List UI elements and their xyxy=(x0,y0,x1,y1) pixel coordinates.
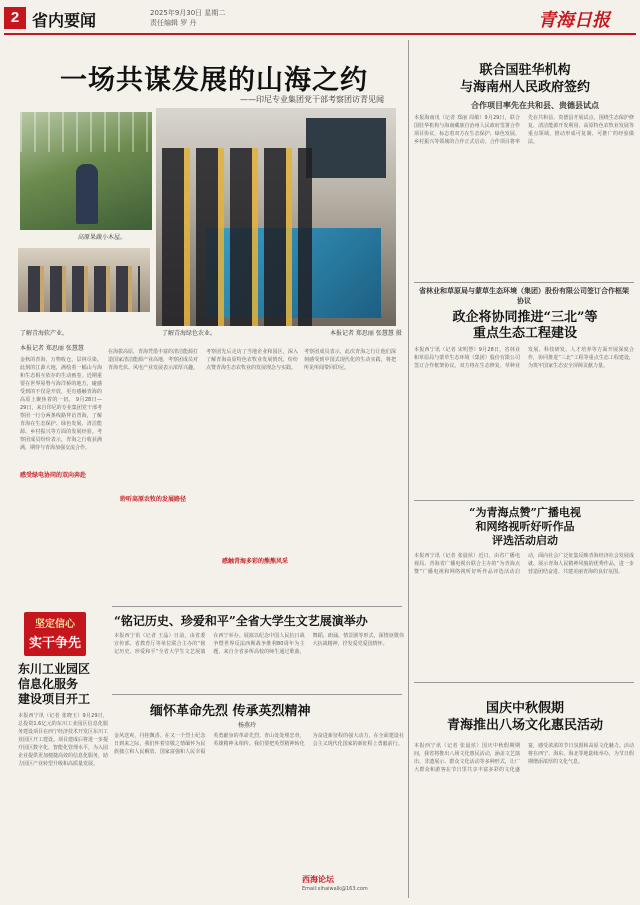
right-top-title-line-2: 与海南州人民政府签约 xyxy=(459,80,590,95)
right-low-title-line-2: 和网络视听好听作品 xyxy=(475,520,575,533)
divider-right-1 xyxy=(414,282,634,283)
masthead-logo: 青海日报 xyxy=(538,10,610,31)
right-low-body: 本报西宁讯（记者 张晨炫）近日，由省广播电视局、青海省广播电视台联合主办的“为青海点赞”广播电视和网络视听好听作品评选活动启动，面向社会广泛征集反映青海经济社会发展成就、展示青海人民精神风貌的优秀作品，进一步营造团结奋进、共建美丽青海的良好氛围。 xyxy=(414,553,634,575)
lead-photo-main xyxy=(156,108,396,326)
lead-subtitle: ——印尼专业集团党干部考察团访青见闻 xyxy=(240,95,384,104)
header-rule xyxy=(4,33,636,35)
display-wall xyxy=(306,118,386,178)
photo-caption-1: 高原果蔬小木屋。 xyxy=(78,234,127,241)
left-article-body: 本报西宁讯（记者 张晓玉）9月29日，总投资1.6亿元的东川工业园区信息化服务建设项目在西宁经济技术开发区东川工业园区开工建设。项目建成后将进一步提升园区数字化、智能化管理水平，为入园企业提供更加便捷高效的信息化服务，助力园区产业转型升级和高质量发展。 xyxy=(18,713,108,767)
lead-body-col-4 xyxy=(304,348,396,598)
section-title: 省内要闻 xyxy=(32,11,97,30)
column-author: 杨燕玲 xyxy=(238,722,257,729)
mid-article-title: “铭记历史、珍爱和平”全省大学生文艺展演举办 xyxy=(114,614,368,628)
lead-paragraph-5: 考察团成员表示，此次青海之行让他们深刻感受到中国式现代化的生动实践，将把所见所闻带回印尼。 xyxy=(304,349,396,371)
greenhouse-frame xyxy=(20,112,152,152)
lead-paragraph-2: 9月28日—29日，来自印尼的专业集团党干部考察团一行分两条线路拜访青海，了解青海在生态保护、绿色发展、清洁能源、乡村振兴等方面的发展经验。考察团成员纷纷表示，青海之行收获满满，期待与青海加强交流合作。 xyxy=(20,397,102,451)
banner-top-text: 坚定信心 xyxy=(35,619,75,630)
left-title-line-2: 信息化服务 xyxy=(18,677,79,691)
right-top-body: 本报海南讯（记者 郑丽 周敏）9月29日，联合国驻华机构与海南藏族自治州人民政府签署合作项目协议，标志着双方在生态保护、绿色发展、乡村振兴等领域的合作正式启动。合作项目将率先在共和县、贵德县开展试点，围绕生态保护修复、清洁能源开发利用、高原特色农牧业发展等重点领域，推动形成可复制、可推广的经验做法。 xyxy=(414,115,634,145)
mid-article-body: 本报西宁讯（记者 王晶）日前，由省委宣传部、省教育厅等单位联合主办的“铭记历史、珍爱和平”全省大学生文艺展演在西宁举办。展演以纪念中国人民抗日战争暨世界反法西斯战争胜利80周年为主题，来自全省多所高校的师生通过歌曲、舞蹈、朗诵、情景剧等形式，深情讴歌伟大抗战精神，抒发爱党爱国情怀。 xyxy=(114,633,404,655)
lead-subhead-2: 聆听高原农牧的发展路径 xyxy=(120,496,187,503)
column-logo: 西海论坛 xyxy=(302,874,334,884)
divider-column xyxy=(112,694,402,695)
right-bottom-body: 本报西宁讯（记者 张晨炫）国庆中秋假期期间，我省将推出八场文化惠民活动，涵盖文艺演出、非遗展示、群众文化活动等多种形式，让广大群众和游客在节日里共享丰富多彩的文化盛宴，感受浓浓的节日氛围和高原文化魅力。活动将在西宁、海东、海北等地陆续举办，为节日假期增添浓厚的文化气息。 xyxy=(414,743,634,773)
photo-caption-3: 了解青海绿色农业。 xyxy=(162,330,217,337)
lead-photo-greenhouse xyxy=(20,112,152,230)
right-mid-title-line-1: 政企将协同推进“三北”等 xyxy=(452,310,598,325)
right-low-title xyxy=(420,506,630,548)
page-number: 2 xyxy=(4,7,26,29)
person-figure xyxy=(76,164,98,224)
right-mid-kicker: 省林业和草原局与蒙草生态环境（集团）股份有限公司签订合作框架协议 xyxy=(419,287,629,305)
photo-caption-2: 了解青海软产业。 xyxy=(20,330,69,337)
lead-paragraph-1: 金秋的青海，万物收仓，层林尽染。此刻的江源大地，满绘着一幅山与海和生态相互依存的生动画卷。近期重要在世界屋脊与海洋桥的地方，碰感受到的不仅是开放，更有感触青海的高原上聚焦着的一切。 xyxy=(20,357,102,403)
divider-right-3 xyxy=(414,682,634,683)
lead-body-col-2 xyxy=(108,348,198,598)
right-top-title xyxy=(420,62,630,96)
lead-paragraph-4: 考察团先后走访了当地企业和园区，深入了解青海高原特色农牧业发展情况，纷纷点赞青海生态农牧业的发展理念与实践。 xyxy=(206,349,298,371)
photo-credit: 本报记者 郑思丽 张慧慧 摄 xyxy=(330,330,402,337)
right-low-title-line-1: “为青海点赞”广播电视 xyxy=(469,506,581,519)
right-bottom-title-line-2: 青海推出八场文化惠民活动 xyxy=(446,718,603,733)
group-figures xyxy=(28,266,140,312)
right-mid-title xyxy=(420,310,630,342)
lead-title: 一场共谋发展的山海之约 xyxy=(60,65,368,96)
page-editor: 责任编辑 罗 丹 xyxy=(150,19,197,27)
lead-photo-exhibition xyxy=(18,248,150,312)
right-low-title-line-3: 评选活动启动 xyxy=(492,534,558,547)
dateline xyxy=(150,8,225,28)
lead-byline: 本报记者 郑思丽 张慧慧 xyxy=(20,345,84,352)
left-article-title xyxy=(18,662,90,707)
right-top-title-line-1: 联合国驻华机构 xyxy=(479,63,571,78)
lead-body-col-1 xyxy=(20,356,102,530)
issue-date: 2025年9月30日 星期二 xyxy=(150,9,226,17)
lead-subhead-1: 感受绿电协同的双向奔赴 xyxy=(20,472,87,479)
column-body: 金风送爽，丹桂飘香。在又一个烈士纪念日到来之际，我们怀着崇敬之情缅怀为民族独立和人民解放、国家富强和人民幸福英勇献身的革命先烈。青山处处埋忠骨，英雄精神永相传。我们要把英烈精神转化为奋进新征程的强大动力，在全面建设社会主义现代化国家的新征程上勇毅前行。 xyxy=(114,733,404,755)
right-column-divider xyxy=(408,40,409,898)
banner-box xyxy=(24,612,86,656)
right-mid-body: 本报西宁讯（记者 宋明慧）9月28日，省林业和草原局与蒙草生态环境（集团）股份有限公司签订合作框架协议。双方将在生态修复、草种业发展、科技研发、人才培养等方面开展深度合作，协同推进“三北”工程等重点生态工程建设，为筑牢国家生态安全屏障贡献力量。 xyxy=(414,347,634,369)
lead-paragraph-3: 在海拔高原，青海凭借丰富的清洁能源打造国家清洁能源产业高地，考察团成员对青海光伏、风电产业发展表示浓厚兴趣。 xyxy=(108,349,198,371)
banner-bottom-text: 实干争先 xyxy=(28,636,81,651)
right-mid-title-line-2: 重点生态工程建设 xyxy=(472,326,577,341)
divider-right-2 xyxy=(414,500,634,501)
right-bottom-title xyxy=(420,700,630,734)
left-title-line-1: 东川工业园区 xyxy=(18,662,91,676)
right-bottom-title-line-1: 国庆中秋假期 xyxy=(485,701,564,716)
lead-subhead-3: 感触青海多彩的熊熊风采 xyxy=(222,558,289,565)
left-title-line-3: 建设项目开工 xyxy=(18,692,91,706)
visitor-group xyxy=(162,148,312,326)
column-email: Email:xihaiwalk@163.com xyxy=(302,886,368,892)
right-top-subtitle: 合作项目率先在共和县、贵德县试点 xyxy=(471,101,599,110)
divider-mid xyxy=(112,606,402,607)
column-title: 缅怀革命先烈 传承英烈精神 xyxy=(150,704,311,719)
